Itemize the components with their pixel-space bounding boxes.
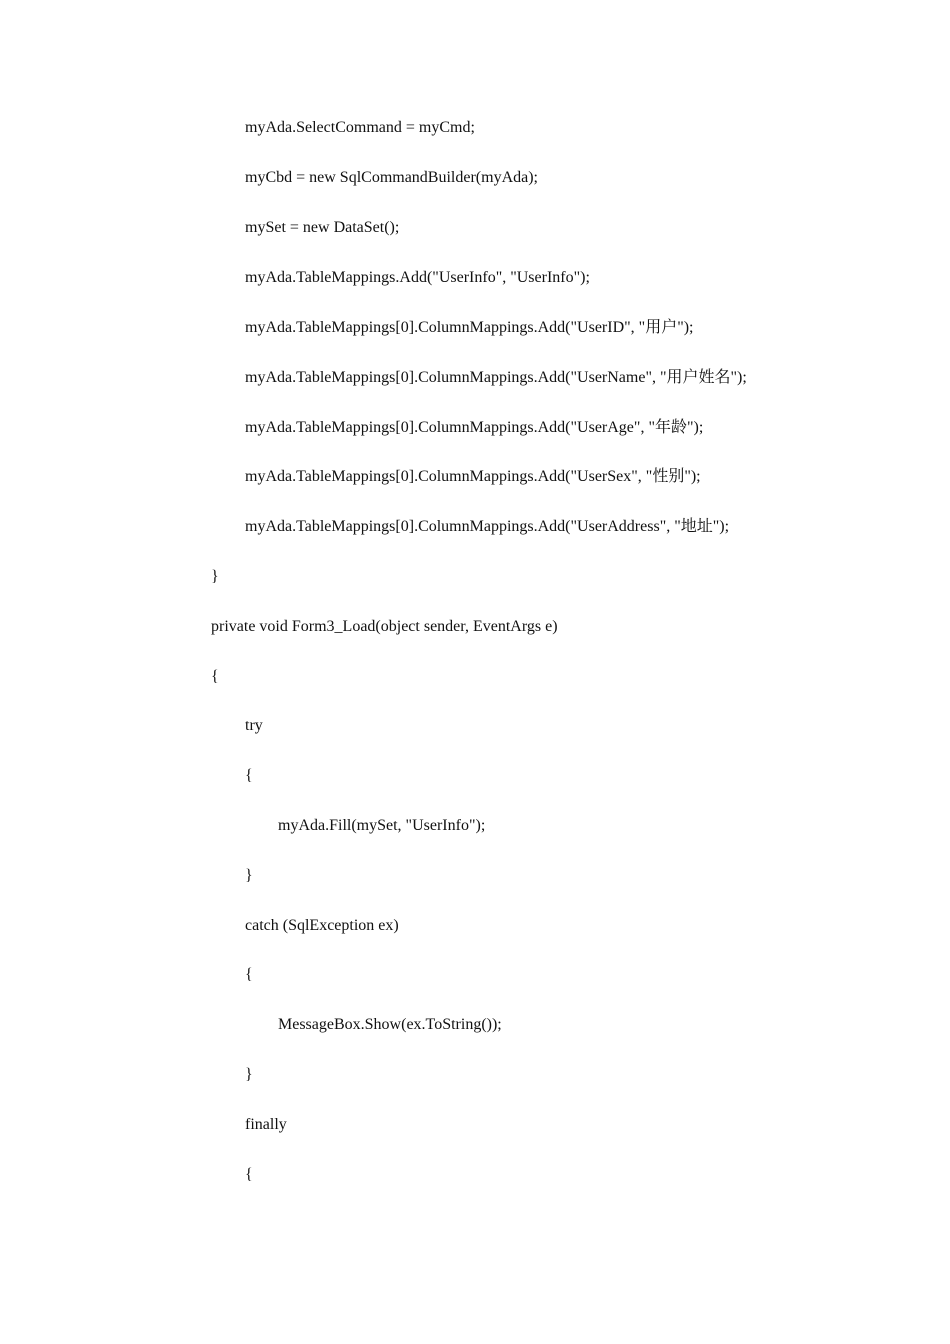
code-line: } [245,1066,253,1083]
code-line: mySet = new DataSet(); [245,219,400,236]
code-line: { [245,1166,253,1183]
code-line: myAda.TableMappings[0].ColumnMappings.Add("UserAddress", "地址"); [245,518,730,535]
code-line: try [245,717,263,734]
code-line: MessageBox.Show(ex.ToString()); [278,1016,502,1033]
code-line: myAda.TableMappings[0].ColumnMappings.Add("UserName", "用户姓名"); [245,369,747,386]
code-line: private void Form3_Load(object sender, EventArgs e) [211,618,558,635]
code-line: myAda.TableMappings[0].ColumnMappings.Add("UserAge", "年龄"); [245,419,704,436]
code-line: { [245,966,253,983]
code-line: myCbd = new SqlCommandBuilder(myAda); [245,169,538,186]
code-line: myAda.SelectCommand = myCmd; [245,119,475,136]
code-line: { [211,668,219,685]
code-line: } [245,867,253,884]
code-line: { [245,767,253,784]
code-line: myAda.TableMappings.Add("UserInfo", "UserInfo"); [245,269,590,286]
code-line: myAda.TableMappings[0].ColumnMappings.Add("UserID", "用户"); [245,319,694,336]
code-line: catch (SqlException ex) [245,917,399,934]
code-line: myAda.TableMappings[0].ColumnMappings.Add("UserSex", "性别"); [245,468,701,485]
code-line: myAda.Fill(mySet, "UserInfo"); [278,817,486,834]
code-line: finally [245,1116,287,1133]
code-line: } [211,568,219,585]
